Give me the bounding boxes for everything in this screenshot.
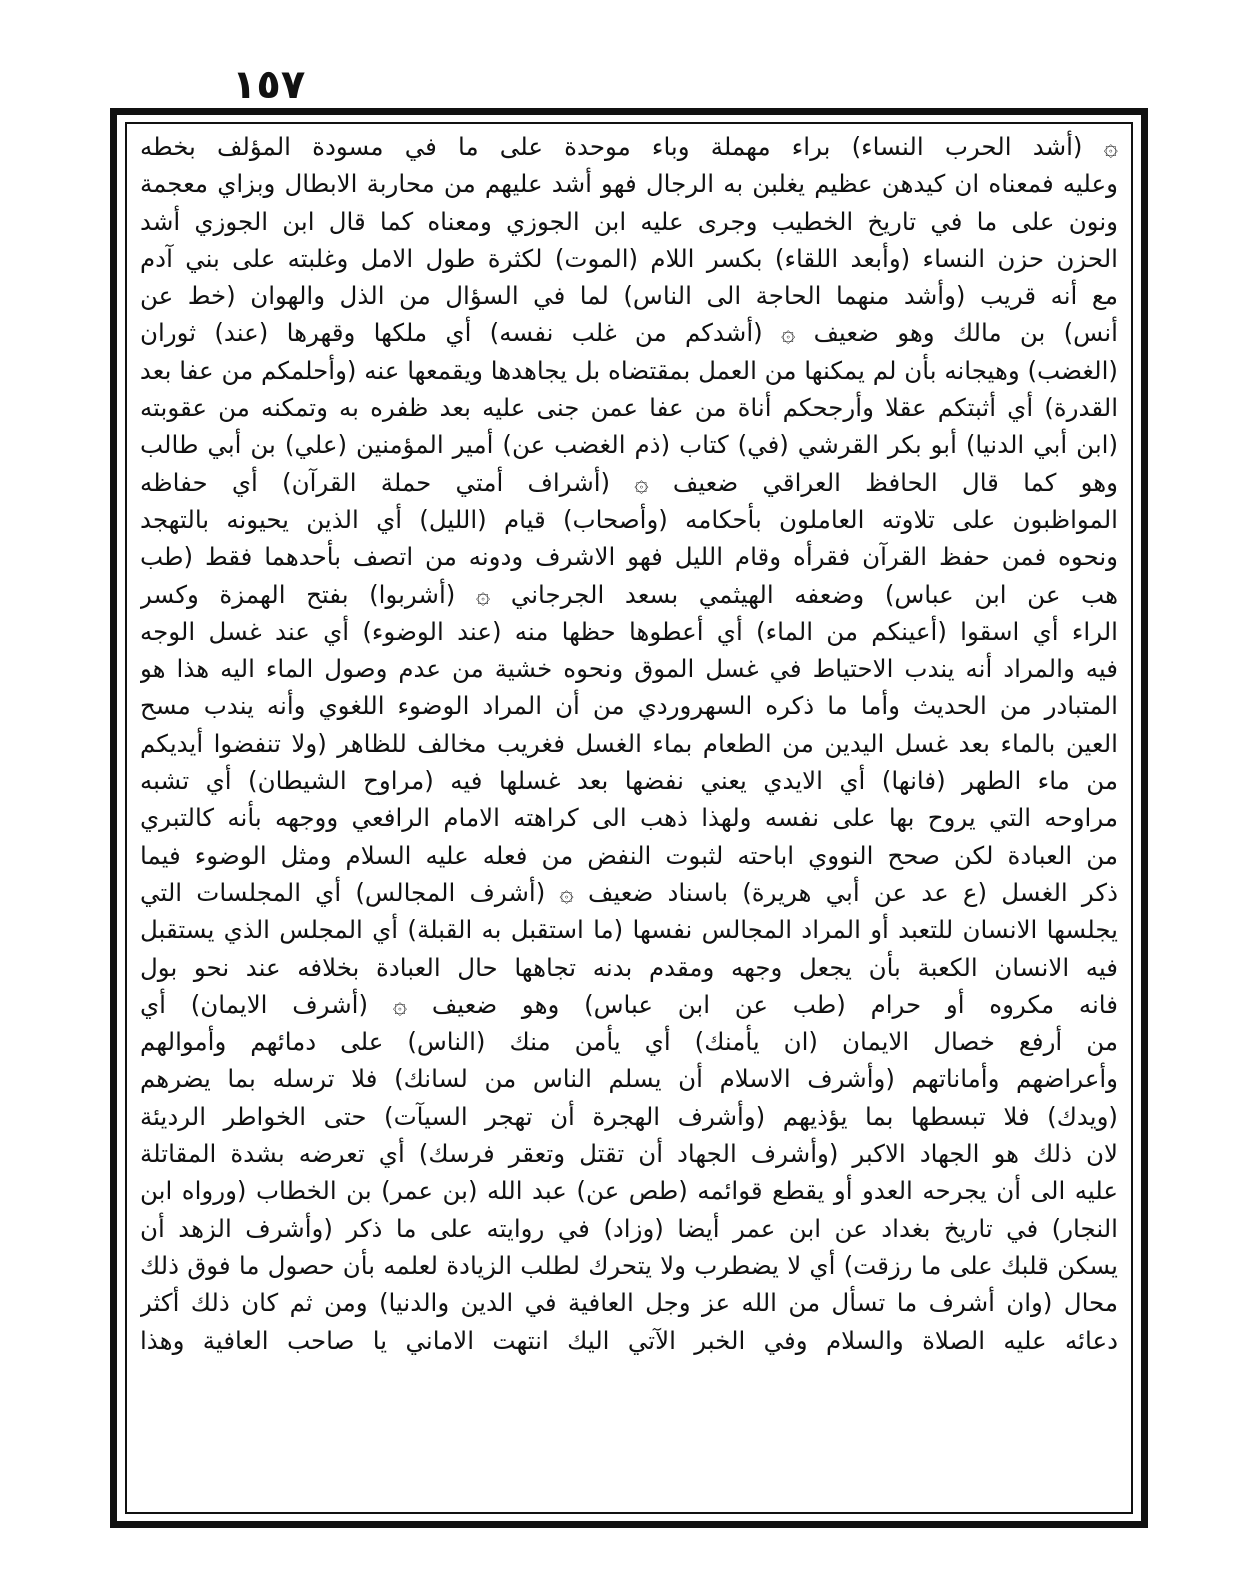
text-line: وأعراضهم وأماناتهم (وأشرف الاسلام أن يسلم الناس من لسانك) فلا ترسله بما يضرهم — [140, 1064, 1118, 1094]
text-line: الحزن حزن النساء (وأبعد اللقاء) بكسر اللام (الموت) لكثرة طول الامل وغلبته على بني آدم — [140, 243, 1118, 273]
text-line: (الغضب) وهيجانه بأن لم يمكنها من العمل بمقتضاه بل يجاهدها ويقمعها عنه (وأحلمكم من عفا بعد — [140, 355, 1118, 385]
text-line: المواظبون على تلاوته العاملون بأحكامه (وأصحاب) قيام (الليل) أي الذين يحيونه بالتهجد — [140, 504, 1118, 534]
text-line: مع أنه قريب (وأشد منهما الحاجة الى الناس) لما في السؤال من الذل والهوان (خط عن — [140, 281, 1118, 311]
text-line: (ويدك) فلا تبسطها بما يؤذيهم (وأشرف الهجرة أن تهجر السيآت) حتى الخواطر الرديئة — [140, 1101, 1118, 1131]
text-line: فيه والمراد أنه يندب الاحتياط في غسل الموق ونحوه خشية من عدم وصول الماء اليه هذا هو — [140, 654, 1118, 684]
text-line: ذكر الغسل (ع عد عن أبي هريرة) باسناد ضعيف ۞ (أشرف المجالس) أي المجلسات التي — [140, 877, 1118, 907]
text-line: المتبادر من الحديث وأما ما ذكره السهروردي من أن المراد الوضوء اللغوي وأنه يندب مسح — [140, 691, 1118, 721]
text-line: أنس) بن مالك وهو ضعيف ۞ (أشدكم من غلب نفسه) أي ملكها وقهرها (عند) ثوران — [140, 318, 1118, 348]
text-line: مراوحه التي يروح بها على نفسه ولهذا ذهب الى كراهته الامام الرافعي ووجهه بأنه كالتبري — [140, 803, 1118, 833]
text-line: فيه الانسان الكعبة بأن يجعل وجهه ومقدم بدنه تجاهها حال العبادة بخلافه عند نحو بول — [140, 952, 1118, 982]
page-number: ١٥٧ — [232, 62, 306, 108]
text-line: ونون على ما في تاريخ الخطيب وجرى عليه ابن الجوزي ومعناه كما قال ابن الجوزي أشد — [140, 206, 1118, 236]
text-line: لان ذلك هو الجهاد الاكبر (وأشرف الجهاد أن تقتل وتعقر فرسك) أي تعرضه بشدة المقاتلة — [140, 1139, 1118, 1169]
text-line: وعليه فمعناه ان كيدهن عظيم يغلبن به الرجال فهو أشد عليهم من محاربة الابطال وبزاي معجمة — [140, 169, 1118, 199]
text-line: عليه الى أن يجرحه العدو أو يقطع قوائمه (طص عن) عبد الله (بن عمر) بن الخطاب (ورواه ابن — [140, 1176, 1118, 1206]
text-line: الراء أي اسقوا (أعينكم من الماء) أي أعطوها حظها منه (عند الوضوء) أي عند غسل الوجه — [140, 616, 1118, 646]
text-line: وهو كما قال الحافظ العراقي ضعيف ۞ (أشراف أمتي حملة القرآن) أي حفاظه — [140, 467, 1118, 497]
text-line: من ماء الطهر (فانها) أي الايدي يعني نفضها بعد غسلها فيه (مراوح الشيطان) أي تشبه — [140, 766, 1118, 796]
text-line: هب عن ابن عباس) وضعفه الهيثمي بسعد الجرجاني ۞ (أشربوا) بفتح الهمزة وكسر — [140, 579, 1118, 609]
text-line: العين بالماء بعد غسل اليدين من الطعام بماء الغسل فغريب مخالف للظاهر (ولا تنفضوا أيديكم — [140, 728, 1118, 758]
text-line: من العبادة لكن صحح النووي اباحته لثبوت النفض من فعله عليه السلام ومثل الوضوء فيما — [140, 840, 1118, 870]
text-line: النجار) في تاريخ بغداد عن ابن عمر أيضا (وزاد) في روايته على ما ذكر (وأشرف الزهد أن — [140, 1213, 1118, 1243]
text-line: يجلسها الانسان للتعبد أو المراد المجالس نفسها (ما استقبل به القبلة) أي المجلس الذي يستقبل — [140, 915, 1118, 945]
text-line: فانه مكروه أو حرام (طب عن ابن عباس) وهو ضعيف ۞ (أشرف الايمان) أي — [140, 989, 1118, 1019]
text-line: يسكن قلبك على ما رزقت) أي لا يضطرب ولا يتحرك لطلب الزيادة لعلمه بأن حصول ما فوق ذلك — [140, 1250, 1118, 1280]
text-line: من أرفع خصال الايمان (ان يأمنك) أي يأمن منك (الناس) على دمائهم وأموالهم — [140, 1027, 1118, 1057]
text-line: ۞ (أشد الحرب النساء) براء مهملة وباء موحدة على ما في مسودة المؤلف بخطه — [140, 132, 1118, 161]
text-line: محال (وان أشرف ما تسأل من الله عز وجل العافية في الدين والدنيا) ومن ثم كان ذلك أكثر — [140, 1288, 1118, 1318]
text-line: القدرة) أي أثبتكم عقلا وأرجحكم أناة من عفا عمن جنى عليه بعد ظفره به وتمكنه من عقوبته — [140, 393, 1118, 423]
text-line: دعائه عليه الصلاة والسلام وفي الخبر الآتي اليك انتهت الاماني يا صاحب العافية وهذا — [140, 1325, 1118, 1355]
main-text — [140, 128, 1118, 1508]
text-line: ونحوه فمن حفظ القرآن فقرأه وقام الليل فهو الاشرف ودونه من اتصف بأحدهما فقط (طب — [140, 542, 1118, 572]
text-line: (ابن أبي الدنيا) أبو بكر القرشي (في) كتاب (ذم الغضب عن) أمير المؤمنين (علي) بن أبي طالب — [140, 430, 1118, 460]
